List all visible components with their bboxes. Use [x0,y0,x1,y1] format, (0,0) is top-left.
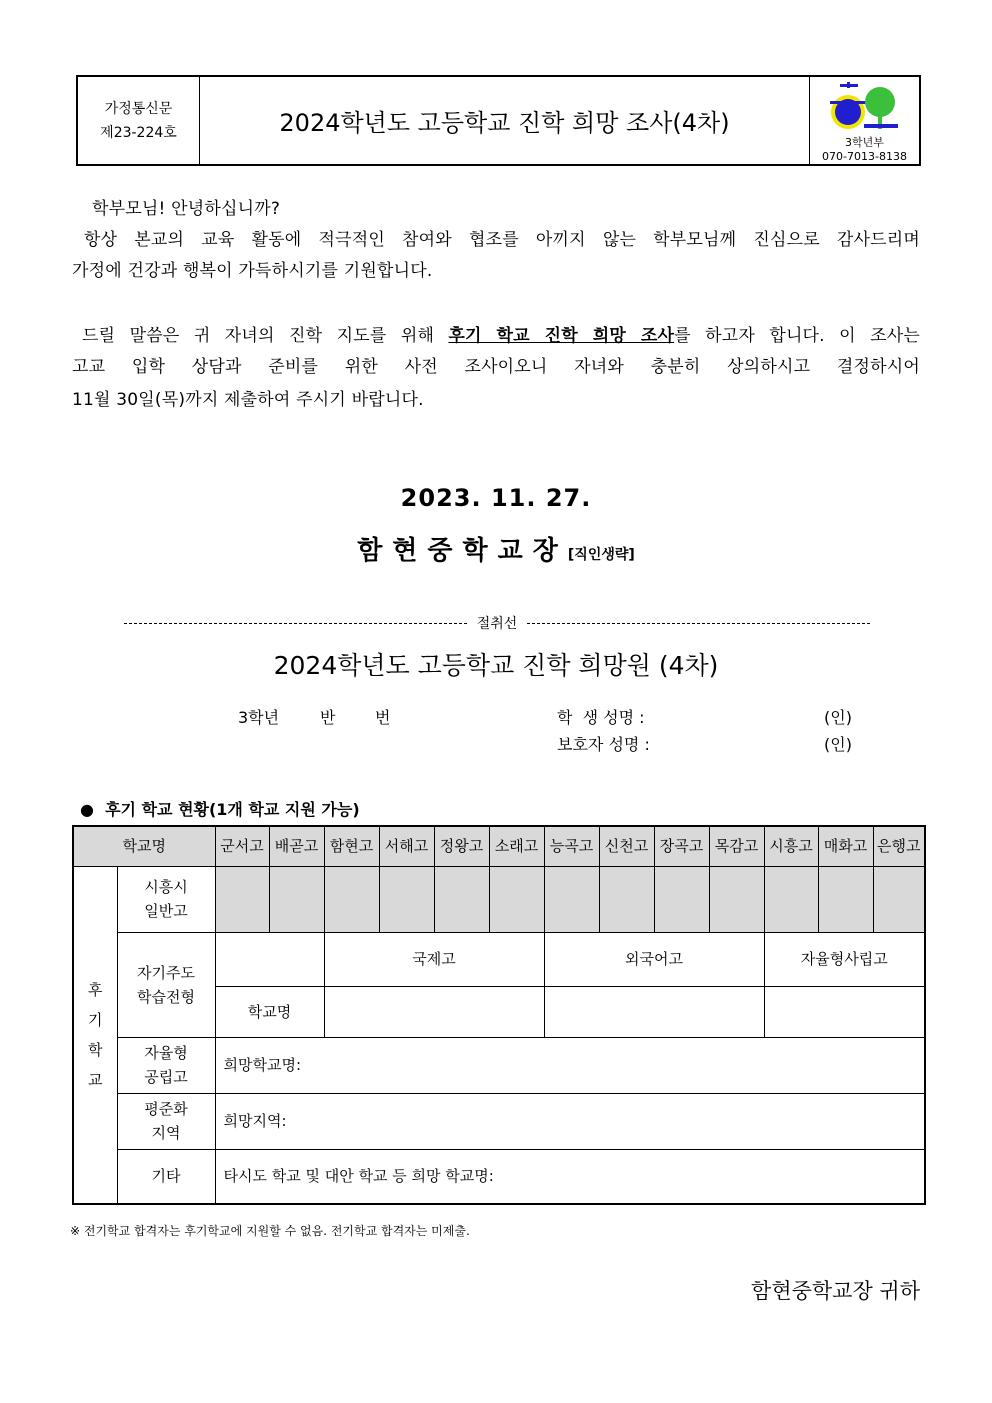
greeting: 학부모님! 안녕하십니까? [92,199,281,219]
school-name-cell: 정왕고 [434,826,489,866]
seal-omitted: [직인생략] [567,547,635,563]
row-label-line: 시흥시 [144,878,188,896]
desired-area-field[interactable]: 희망지역: [215,1093,925,1149]
choice-cell[interactable] [269,866,324,932]
autonomous-public-row [73,1037,925,1093]
school-name-cell: 신천고 [599,826,654,866]
newsletter-header [76,75,921,166]
class-label: 반 [320,708,336,727]
row-label-line: 공립고 [144,1068,188,1086]
foreign-language-school-header: 외국어고 [544,932,764,986]
foreign-language-school-input[interactable] [544,986,764,1037]
choice-cell[interactable] [873,866,925,932]
group-label-char: 학 [88,1040,103,1059]
school-name-cell: 배곧고 [269,826,324,866]
letter-p2-line3: 11월 30일(목)까지 제출하여 주시기 바랍니다. [72,390,424,410]
letter-p2-line1 [82,321,920,352]
other-row [73,1149,925,1204]
choice-cell[interactable] [764,866,818,932]
newsletter-number: 제23-224호 [100,124,177,141]
school-name-cell: 은행고 [873,826,925,866]
row-label-line: 학습전형 [137,987,195,1006]
section-title: ● 후기 학교 현황(1개 학교 지원 가능) [80,800,360,819]
row-label-line: 자기주도 [137,963,195,982]
row-label-line: 평준화 [144,1100,188,1118]
autonomous-public-label [117,1037,215,1093]
cut-line-dash-right [527,623,870,624]
school-name-header: 학교명 [73,826,215,866]
logo-cell [810,77,919,164]
choice-cell[interactable] [818,866,873,932]
newsletter-label: 가정통신문 [104,100,173,117]
self-directed-label [117,932,215,1037]
general-school-row [73,866,925,932]
letter-p1-line2: 가정에 건강과 행복이 가득하시기를 기원합니다. [72,261,433,281]
equalized-area-label [117,1093,215,1149]
survey-emphasis: 후기 학교 진학 희망 조사 [448,326,675,346]
number-label: 번 [375,708,391,727]
school-name-cell: 군서고 [215,826,269,866]
school-name-label: 학교명 [215,986,324,1037]
self-directed-blank [215,932,324,986]
school-name-cell: 소래고 [489,826,544,866]
document-title: 2024학년도 고등학교 진학 희망 조사(4차) [200,77,810,164]
row-label-line: 지역 [151,1124,181,1142]
choice-cell[interactable] [544,866,599,932]
student-name-label: 학 생 성명 : [557,708,645,727]
recipient-signature: 함현중학교장 귀하 [751,1279,920,1303]
school-logo-icon [828,82,900,140]
other-label: 기타 [117,1149,215,1204]
letter-p1-line1: 항상 본교의 교육 활동에 적극적인 참여와 협조를 아끼지 않는 학부모님께 진심으로 감사드리며 [84,230,920,250]
equalized-area-row [73,1093,925,1149]
choice-cell[interactable] [709,866,764,932]
school-name-cell: 매화고 [818,826,873,866]
choice-cell[interactable] [654,866,709,932]
letter-p2-post: 를 하고자 합니다. 이 조사는 [674,326,920,346]
newsletter-id-cell [78,77,200,164]
general-school-label [117,866,215,932]
principal-line [0,530,992,567]
letter-p2-pre: 드릴 말씀은 귀 자녀의 진학 지도를 위해 [82,326,449,346]
grade-label: 3학년 [238,708,280,727]
desired-school-field[interactable]: 희망학교명: [215,1037,925,1093]
choice-cell[interactable] [489,866,544,932]
letter-p2-line2: 고교 입학 상담과 준비를 위한 사전 조사이오니 자녀와 충분히 상의하시고 결정하시어 [72,357,920,377]
cut-line-label: 절취선 [476,616,518,632]
international-school-input[interactable] [324,986,544,1037]
school-name-cell: 함현고 [324,826,379,866]
row-label-line: 자율형 [144,1044,188,1062]
form-title: 2024학년도 고등학교 진학 희망원 (4차) [273,651,719,680]
school-name-cell: 시흥고 [764,826,818,866]
choice-cell[interactable] [324,866,379,932]
student-seal-mark: (인) [824,708,852,727]
school-name-cell: 장곡고 [654,826,709,866]
school-name-cell: 능곡고 [544,826,599,866]
department-label: 3학년부 [845,136,884,149]
principal-name: 함현중학교장 [357,536,568,566]
choice-cell[interactable] [599,866,654,932]
issue-date: 2023. 11. 27. [400,484,592,512]
choice-cell[interactable] [379,866,434,932]
footnote: ※ 전기학교 합격자는 후기학교에 지원할 수 없음. 전기학교 합격자는 미제출. [70,1224,470,1238]
late-school-group-label [73,866,117,1204]
other-school-field[interactable]: 타시도 학교 및 대안 학교 등 희망 학교명: [215,1149,925,1204]
choice-cell[interactable] [434,866,489,932]
autonomous-private-school-header: 자율형사립고 [764,932,925,986]
self-directed-type-row [73,932,925,986]
department-phone: 070-7013-8138 [822,150,907,163]
survey-table [72,825,926,1205]
cut-line [124,613,870,633]
parent-seal-mark: (인) [824,735,852,754]
group-label-char: 후 [88,980,103,999]
parent-name-label: 보호자 성명 : [557,735,650,754]
international-school-header: 국제고 [324,932,544,986]
choice-cell[interactable] [215,866,269,932]
school-name-cell: 서해고 [379,826,434,866]
group-label-char: 교 [88,1070,103,1089]
school-name-cell: 목감고 [709,826,764,866]
cut-line-dash-left [124,623,467,624]
autonomous-private-school-input[interactable] [764,986,925,1037]
row-label-line: 일반고 [144,902,188,920]
group-label-char: 기 [88,1010,103,1029]
school-header-row [73,826,925,866]
